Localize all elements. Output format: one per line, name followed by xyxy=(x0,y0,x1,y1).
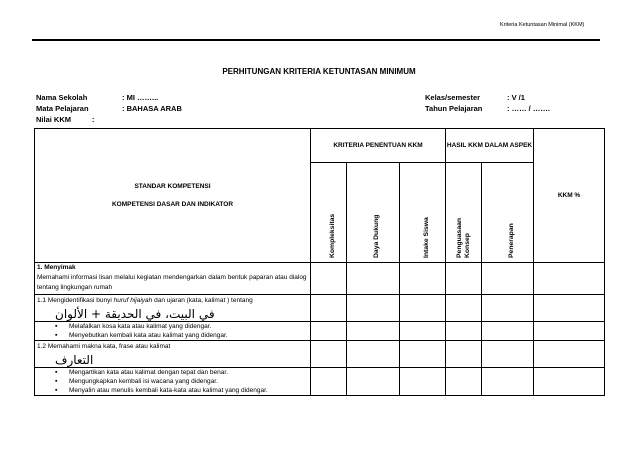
standard-header: STANDAR KOMPETENSI xyxy=(134,183,211,190)
result-group-header: HASIL KKM DALAM ASPEK xyxy=(446,129,534,163)
school-info xyxy=(36,92,182,125)
table-row xyxy=(35,295,605,322)
kkm-table xyxy=(34,128,605,396)
arabic-topic: في البيت، في الحديقة + الألوان xyxy=(55,307,215,321)
list-item: ▪ Mengungkapkan kembali isi wacana yang didengar. xyxy=(55,377,310,386)
info-academic-year: Tahun Pelajaran : …… / ……. xyxy=(425,104,550,113)
basic-competency-text: 1.1 Mengidentifikasi bunyi huruf hijaiyah dan ujaran (kata, kalimat ) tentang xyxy=(37,297,253,304)
table-row xyxy=(35,263,605,295)
list-item: ▪ Menyalin atau menulis kembali kata-kata atau kalimat yang didengar. xyxy=(55,386,310,395)
mastery-header: Penguasaan Konsep xyxy=(455,217,471,258)
standard-competency-desc: Memahami informasi lisan melalui kegiatan mendengarkan dalam bentuk paparan atau dialog tentang lingkungan rumah xyxy=(37,274,307,291)
support-header: Daya Dukung xyxy=(373,214,380,258)
basic-competency-text: 1.2 Memahami makna kata, frase atau kalimat xyxy=(37,343,171,350)
standard-competency-title: 1. Menyimak xyxy=(37,264,76,271)
info-kkm-value: Nilai KKM : xyxy=(36,115,95,124)
info-class-semester: Kelas/semester : V /1 xyxy=(425,93,525,102)
support-header-cell xyxy=(347,163,400,263)
competency-header: KOMPETENSI DASAR DAN INDIKATOR xyxy=(111,201,234,208)
indicator-list xyxy=(35,368,310,395)
criteria-group-header: KRITERIA PENENTUAN KKM xyxy=(311,129,446,163)
table-row xyxy=(35,341,605,368)
arabic-topic: التعارف xyxy=(55,353,94,367)
kkm-percent-header: KKM % xyxy=(534,129,605,263)
mastery-header-cell xyxy=(446,163,482,263)
table-row xyxy=(35,322,605,341)
running-header: Kriteria Ketuntasan Minimal (KKM) xyxy=(500,22,585,28)
list-item: ▪ Menyebutkan kembali kata atau kalimat yang didengar. xyxy=(55,331,310,340)
basic-competency-cell xyxy=(35,295,311,322)
intake-header: Intake Siswa xyxy=(422,217,430,258)
header-rule xyxy=(32,39,600,41)
standard-header-cell xyxy=(35,129,311,263)
complexity-header-cell xyxy=(311,163,347,263)
indicator-cell xyxy=(35,322,311,341)
indicator-list xyxy=(35,322,310,340)
indicator-cell xyxy=(35,368,311,396)
list-item: ▪ Mengartikan kata atau kalimat dengan tepat dan benar. xyxy=(55,368,310,377)
application-header: Penerapan xyxy=(507,223,515,258)
table-row xyxy=(35,368,605,396)
class-info xyxy=(425,92,550,114)
basic-competency-cell xyxy=(35,341,311,368)
info-school-name: Nama Sekolah : MI ……... xyxy=(36,93,159,102)
complexity-header: Kompleksitas xyxy=(328,213,336,258)
header-row-top xyxy=(35,129,605,163)
application-header-cell xyxy=(482,163,534,263)
standard-competency-cell xyxy=(35,263,311,295)
intake-header-cell xyxy=(400,163,446,263)
info-subject: Mata Pelajaran : BAHASA ARAB xyxy=(36,104,182,113)
list-item: ▪ Melafalkan kosa kata atau kalimat yang didengar. xyxy=(55,322,310,331)
document-title: PERHITUNGAN KRITERIA KETUNTASAN MINIMUM xyxy=(222,67,416,76)
